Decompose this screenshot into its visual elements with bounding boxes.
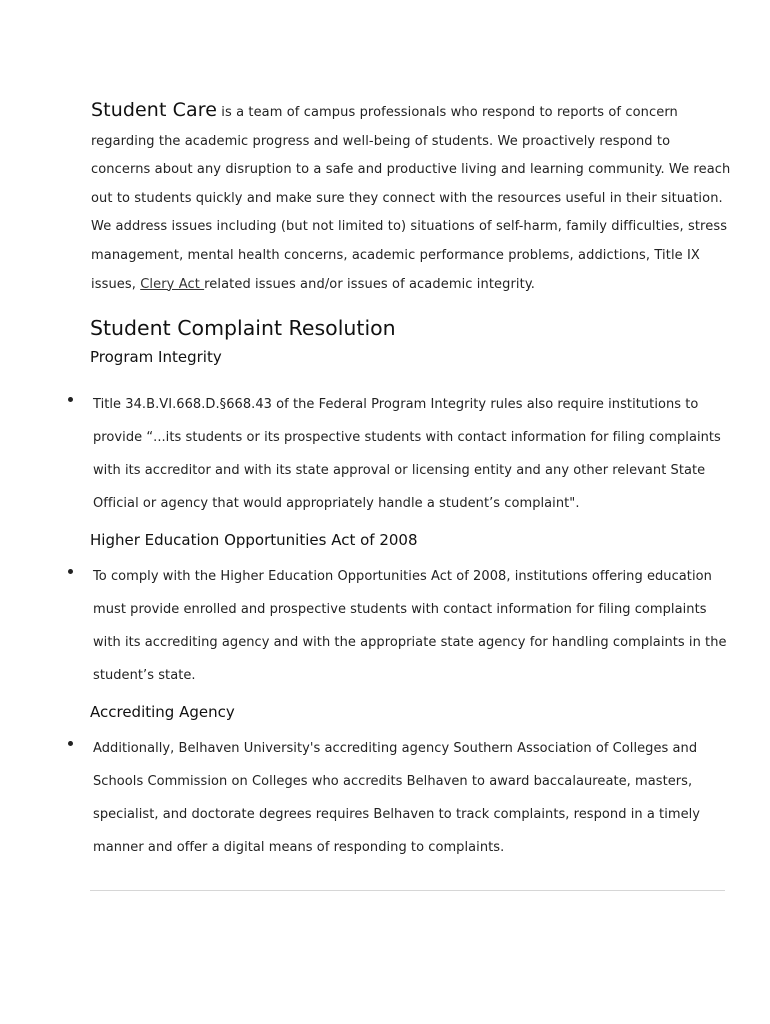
bullet-icon bbox=[68, 741, 73, 746]
complaint-resolution-title: Student Complaint Resolution bbox=[90, 316, 396, 340]
program-integrity-heading: Program Integrity bbox=[90, 348, 222, 366]
bullet-icon bbox=[68, 397, 73, 402]
heoa-heading: Higher Education Opportunities Act of 2008 bbox=[90, 531, 418, 549]
student-care-paragraph bbox=[91, 96, 731, 299]
intro-text-before-link: team of campus professionals who respond to reports of concern regarding the academic progress and well-being of students. We proactively respond to concerns about any disruption to a safe and productive living and learning community. We reach out to students quickly and make sure they connect with the resources useful in their situation. We address issues including (but not limited to) situations of self-harm, family difficulties, stress management, mental health concerns, academic performance problems, addictions, Title IX issues, bbox=[91, 105, 731, 292]
bullet-icon bbox=[68, 569, 73, 574]
accrediting-agency-heading: Accrediting Agency bbox=[90, 703, 235, 721]
horizontal-divider bbox=[90, 890, 725, 891]
intro-text-after-link: related issues and/or issues of academic integrity. bbox=[204, 276, 535, 292]
intro-is-text: is a bbox=[217, 105, 245, 120]
heoa-text: To comply with the Higher Education Opportunities Act of 2008, institutions offering education must provide enrolled and prospective students with contact information for filing complaints with its accrediting agency and with the appropriate state agency for handling complaints in the student’s state. bbox=[93, 569, 727, 683]
student-care-title: Student Care bbox=[91, 99, 218, 121]
program-integrity-text: Title 34.B.VI.668.D.§668.43 of the Federal Program Integrity rules also require institutions to provide “...its students or its prospective students with contact information for filing complaints with its accreditor and with its state approval or licensing entity and any other relevant State Official or agency that would appropriately handle a student’s complaint". bbox=[93, 397, 721, 511]
clery-act-link[interactable]: Clery Act bbox=[140, 276, 205, 292]
accrediting-agency-text: Additionally, Belhaven University's accrediting agency Southern Association of Colleges and Schools Commission on Colleges who accredits Belhaven to award baccalaureate, masters, specialist, and doctorate degrees requires Belhaven to track complaints, respond in a timely manner and offer a digital means of responding to complaints. bbox=[93, 741, 701, 855]
